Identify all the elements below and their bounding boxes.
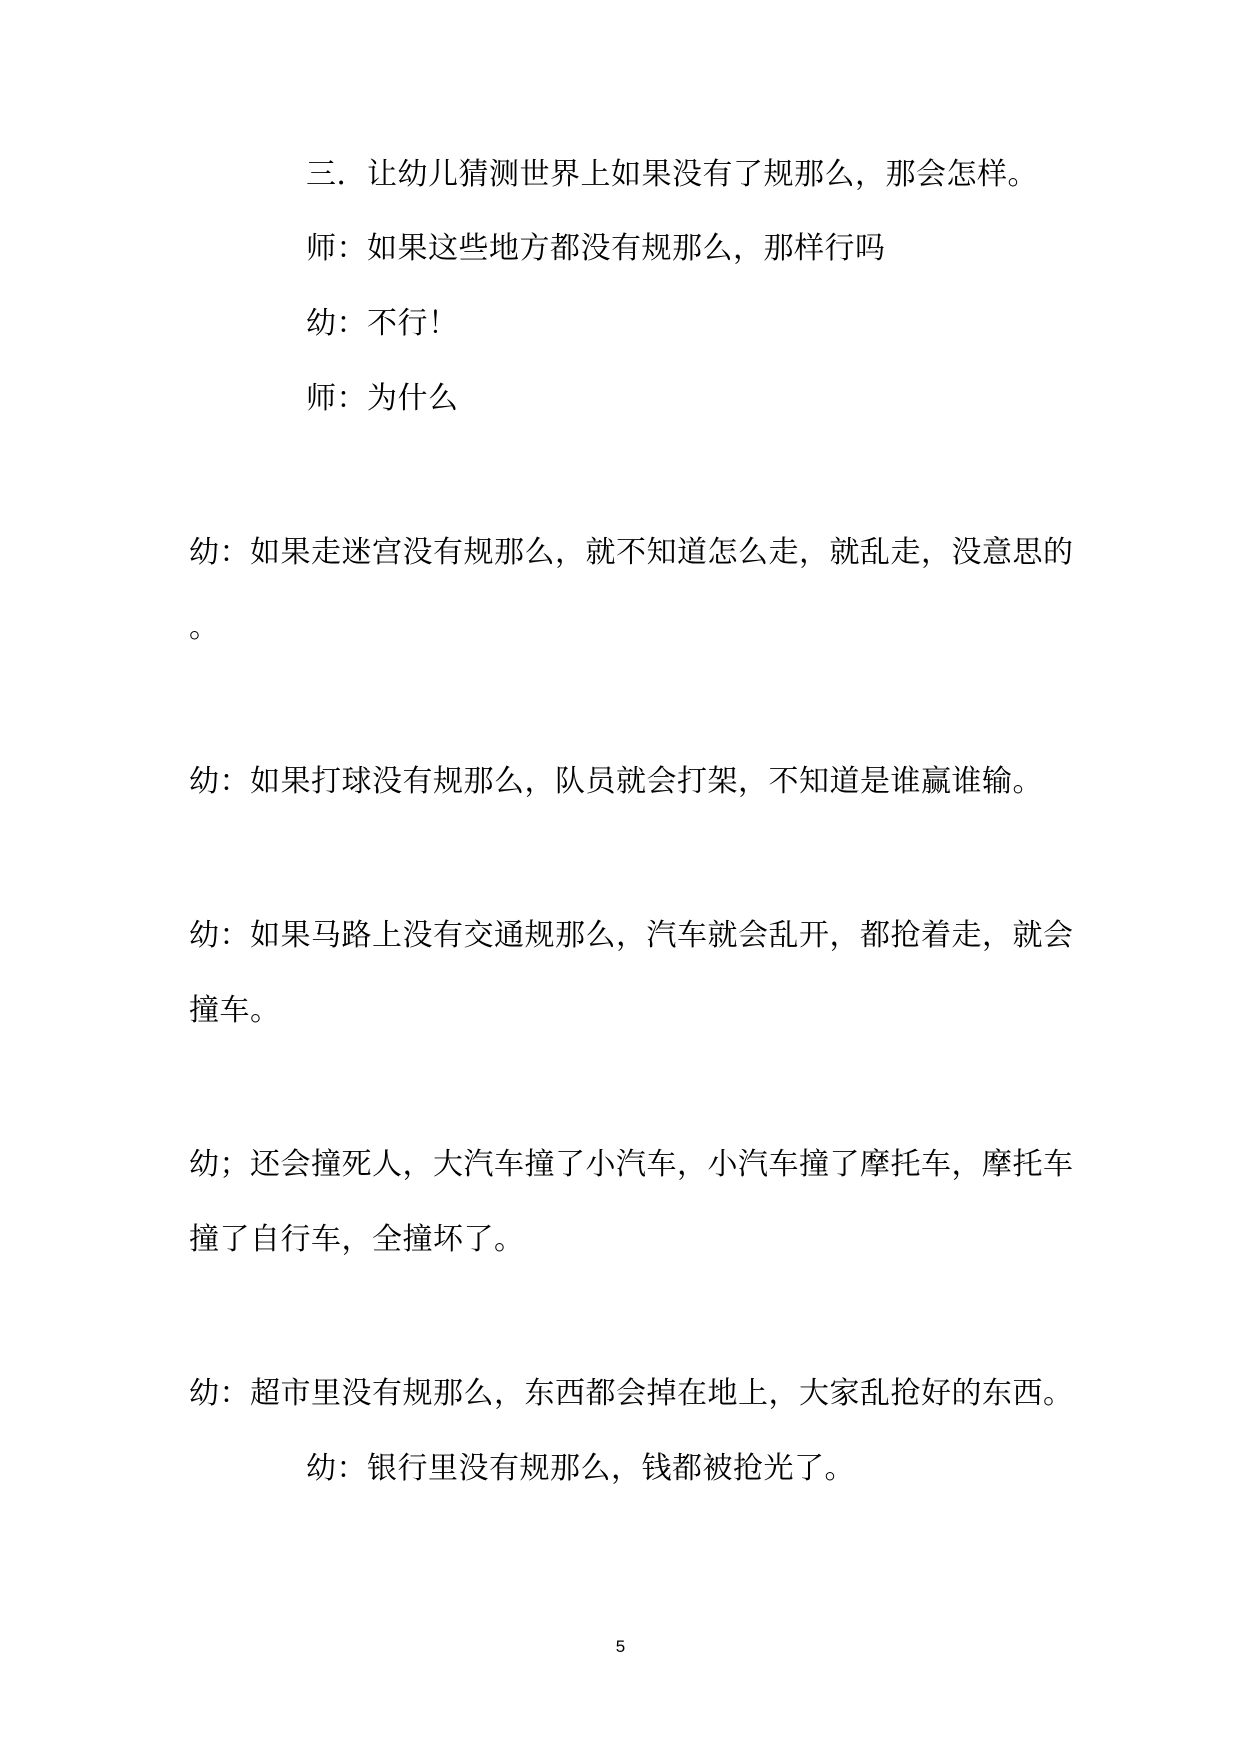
paragraph-teacher-why: 师：为什么 <box>306 381 459 416</box>
page-number: 5 <box>615 1637 626 1656</box>
paragraph-maze: 幼：如果走迷宫没有规那么，就不知道怎么走，就乱走，没意思的 <box>189 535 1074 570</box>
paragraph-teacher-question: 师：如果这些地方都没有规那么，那样行吗 <box>306 231 886 266</box>
paragraph-child-answer: 幼：不行！ <box>306 306 459 341</box>
paragraph-ball: 幼：如果打球没有规那么，队员就会打架，不知道是谁赢谁输。 <box>189 764 1043 799</box>
paragraph-bank: 幼：银行里没有规那么，钱都被抢光了。 <box>306 1451 855 1486</box>
paragraph-traffic-cont: 撞车。 <box>189 993 281 1028</box>
paragraph-crash-cont: 撞了自行车，全撞坏了。 <box>189 1222 525 1257</box>
paragraph-supermarket: 幼：超市里没有规那么，东西都会掉在地上，大家乱抢好的东西。 <box>189 1376 1074 1411</box>
paragraph-section-three: 三．让幼儿猜测世界上如果没有了规那么，那会怎样。 <box>306 157 1038 192</box>
paragraph-crash: 幼；还会撞死人，大汽车撞了小汽车，小汽车撞了摩托车，摩托车 <box>189 1147 1074 1182</box>
paragraph-maze-cont: 。 <box>189 610 220 645</box>
paragraph-traffic: 幼：如果马路上没有交通规那么，汽车就会乱开，都抢着走，就会 <box>189 918 1074 953</box>
